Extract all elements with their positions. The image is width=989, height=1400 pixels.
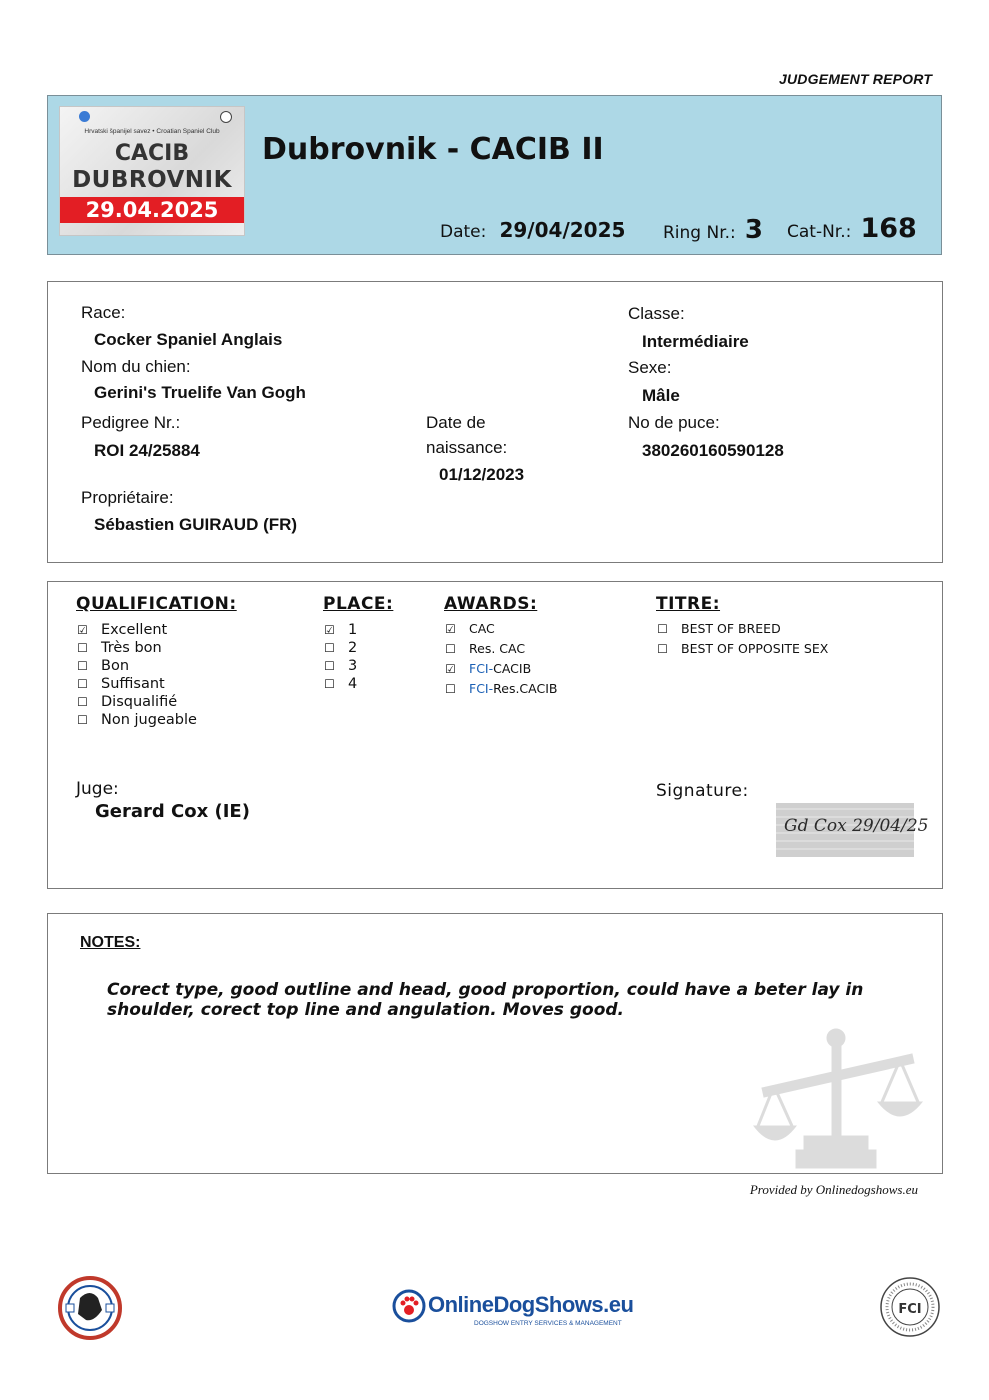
checkbox-icon: ☐	[657, 622, 668, 636]
option-label: CACIB	[493, 661, 532, 676]
place-option[interactable]	[323, 657, 357, 675]
show-title: Dubrovnik - CACIB II	[262, 132, 604, 167]
fci-logo-text: FCI	[898, 1302, 922, 1317]
checkbox-icon: ☑	[445, 662, 456, 676]
option-label: Res.CACIB	[493, 681, 558, 696]
checkbox-icon: ☑	[324, 623, 335, 637]
globe-icon	[79, 111, 90, 122]
pedigree-value: ROI 24/25884	[94, 441, 200, 460]
date-value: 29/04/2025	[499, 218, 626, 242]
pedigree-label: Pedigree Nr.:	[81, 413, 181, 432]
date-field	[440, 218, 625, 254]
award-option[interactable]	[444, 659, 557, 679]
fci-prefix: FCI-	[469, 661, 494, 676]
checkbox-icon: ☐	[445, 642, 456, 656]
option-label: 1	[348, 622, 358, 638]
checkbox-icon: ☐	[77, 677, 88, 691]
awards-heading: AWARDS:	[444, 594, 538, 614]
checkbox-icon: ☑	[445, 622, 456, 636]
titre-option[interactable]	[656, 619, 828, 639]
notes-heading: NOTES:	[80, 934, 141, 951]
checkbox-icon: ☐	[324, 641, 335, 655]
onlinedogshows-tagline: DOGSHOW ENTRY SERVICES & MANAGEMENT	[474, 1320, 622, 1327]
onlinedogshows-wordmark: OnlineDogShows.eu	[428, 1292, 634, 1317]
checkbox-icon: ☐	[324, 659, 335, 673]
fci-prefix: FCI-	[469, 681, 494, 696]
place-option[interactable]	[323, 621, 357, 639]
report-type: JUDGEMENT REPORT	[779, 71, 933, 87]
logo-date: 29.04.2025	[60, 197, 244, 223]
notes-line-1: Corect type, good outline and head, good proportion, could have a beter lay in	[107, 980, 864, 1000]
ring-label: Ring Nr.:	[663, 223, 736, 243]
option-label: BEST OF OPPOSITE SEX	[681, 641, 829, 656]
birth-label-1: Date de	[426, 413, 486, 432]
award-option[interactable]	[444, 619, 557, 639]
cat-label: Cat-Nr.:	[787, 222, 852, 242]
ring-field	[663, 215, 763, 251]
qualification-option[interactable]	[76, 711, 197, 729]
dog-name-label: Nom du chien:	[81, 357, 191, 376]
cat-value: 168	[860, 213, 917, 244]
checkbox-icon: ☐	[77, 695, 88, 709]
paw-icon	[392, 1289, 426, 1323]
award-option[interactable]	[444, 679, 557, 699]
sex-label: Sexe:	[628, 358, 672, 377]
cat-field	[787, 213, 917, 249]
place-option[interactable]	[323, 639, 357, 657]
qualification-option[interactable]	[76, 693, 197, 711]
option-label: Très bon	[101, 640, 162, 656]
signature-label: Signature:	[656, 781, 749, 801]
race-label: Race:	[81, 303, 126, 322]
titre-option[interactable]	[656, 639, 828, 659]
option-label: 4	[348, 676, 358, 692]
race-value: Cocker Spaniel Anglais	[94, 330, 283, 349]
checkbox-icon: ☐	[445, 682, 456, 696]
class-label: Classe:	[628, 304, 685, 323]
fci-logo	[879, 1276, 941, 1343]
qualification-option[interactable]	[76, 657, 197, 675]
qualification-option[interactable]	[76, 639, 197, 657]
award-option[interactable]	[444, 639, 557, 659]
owner-value: Sébastien GUIRAUD (FR)	[94, 515, 298, 534]
signature-image	[776, 803, 929, 857]
option-label: BEST OF BREED	[681, 621, 781, 636]
ring-value: 3	[744, 215, 763, 245]
option-label: Res. CAC	[469, 641, 526, 656]
checkbox-icon: ☐	[657, 642, 668, 656]
date-label: Date:	[440, 222, 487, 242]
qualification-option[interactable]	[76, 621, 197, 639]
option-label: 3	[348, 658, 358, 674]
sex-value: Mâle	[642, 386, 680, 405]
birth-value: 01/12/2023	[439, 465, 525, 484]
qualification-list	[76, 621, 197, 729]
club-emblem-icon	[220, 111, 232, 123]
checkbox-icon: ☐	[77, 713, 88, 727]
place-option[interactable]	[323, 675, 357, 693]
croatian-kennel-logo-icon	[58, 1276, 122, 1340]
checkbox-icon: ☐	[77, 659, 88, 673]
checkbox-icon: ☐	[77, 641, 88, 655]
awards-list	[444, 619, 557, 699]
notes-line-2: shoulder, corect top line and angulation. Moves good.	[107, 1000, 624, 1020]
logo-club-name: Hrvatski španijel savez • Croatian Spaniel Club	[84, 128, 220, 135]
judge-value: Gerard Cox (IE)	[95, 801, 250, 822]
option-label: CAC	[469, 621, 495, 636]
qualification-heading: QUALIFICATION:	[76, 594, 237, 614]
signature-watermark-icon	[776, 803, 929, 857]
option-label: 2	[348, 640, 358, 656]
place-list	[323, 621, 357, 693]
titre-list	[656, 619, 828, 659]
option-label: Excellent	[101, 622, 168, 638]
owner-label: Propriétaire:	[81, 488, 174, 507]
checkbox-icon: ☐	[324, 677, 335, 691]
fci-emblem-icon	[879, 1276, 941, 1338]
scales-watermark-icon	[752, 1022, 927, 1177]
option-label: Bon	[101, 658, 130, 674]
qualification-option[interactable]	[76, 675, 197, 693]
kennel-federation-logo	[58, 1276, 122, 1345]
dog-name-value: Gerini's Truelife Van Gogh	[94, 383, 306, 402]
option-label: Non jugeable	[101, 712, 197, 728]
option-label: Disqualifié	[101, 694, 178, 710]
titre-heading: TITRE:	[656, 594, 721, 614]
onlinedogshows-logo	[392, 1286, 634, 1338]
logo-line-2: DUBROVNIK	[72, 167, 232, 193]
show-logo	[59, 106, 245, 236]
chip-label: No de puce:	[628, 413, 720, 432]
class-value: Intermédiaire	[642, 332, 749, 351]
provided-by: Provided by Onlinedogshows.eu	[749, 1182, 918, 1197]
place-heading: PLACE:	[323, 594, 394, 614]
judge-label: Juge:	[76, 779, 119, 799]
checkbox-icon: ☑	[77, 623, 88, 637]
chip-value: 380260160590128	[642, 441, 784, 460]
signature-handwriting: Gd Cox 29/04/25	[784, 816, 929, 836]
birth-label-2: naissance:	[426, 438, 508, 457]
logo-line-1: CACIB	[114, 141, 190, 166]
option-label: Suffisant	[101, 676, 165, 692]
